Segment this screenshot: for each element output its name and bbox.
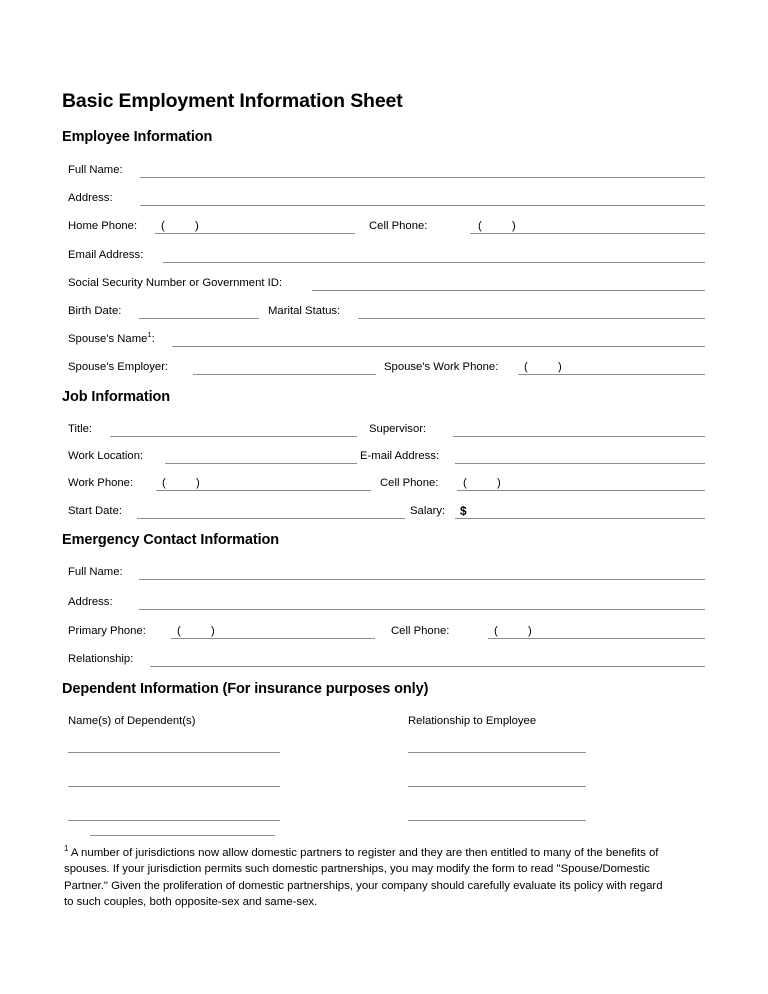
footnote	[64, 845, 674, 911]
footnote-text: A number of jurisdictions now allow domestic partners to register and they are then entitled to many of the benefits of spouses. If your jurisdiction permits such domestic partnerships, you may modify the form to read "Spouse/Domestic Partner." Given the proliferation of domestic partnerships, your company should carefully evaluate its policy with regard to such couples, both opposite-sex and same-sex.	[64, 847, 663, 909]
label-employee-ssn: Social Security Number or Government ID:	[68, 277, 283, 289]
page-title: Basic Employment Information Sheet	[62, 90, 403, 112]
column-header-dependent-names: Name(s) of Dependent(s)	[68, 715, 196, 727]
phone-paren-close-employee-home: )	[195, 220, 199, 232]
input-job-work-location[interactable]	[165, 463, 357, 464]
input-job-supervisor[interactable]	[453, 436, 705, 437]
input-employee-spouse-name[interactable]	[172, 346, 705, 347]
phone-paren-close-spouse-work: )	[558, 361, 562, 373]
label-job-start-date: Start Date:	[68, 505, 122, 517]
label-employee-cell-phone: Cell Phone:	[369, 220, 428, 232]
label-job-work-location: Work Location:	[68, 450, 144, 462]
section-heading-job-information: Job Information	[62, 389, 171, 405]
footnote-marker: 1	[64, 844, 69, 854]
phone-paren-close-job-cell: )	[497, 477, 501, 489]
label-employee-home-phone: Home Phone:	[68, 220, 138, 232]
phone-paren-open-employee-cell: (	[478, 220, 482, 232]
section-heading-emergency-contact-information: Emergency Contact Information	[62, 532, 280, 548]
input-dependent-relationship-2[interactable]	[408, 786, 586, 787]
input-employee-spouse-work-phone[interactable]	[518, 374, 705, 375]
input-job-start-date[interactable]	[137, 518, 405, 519]
section-heading-employee-information: Employee Information	[62, 129, 213, 145]
footnote-marker-spouse-name: 1	[147, 330, 152, 340]
input-emergency-address[interactable]	[139, 609, 705, 610]
input-dependent-name-4[interactable]	[90, 835, 275, 836]
input-employee-cell-phone[interactable]	[470, 233, 705, 234]
phone-paren-open-job-work: (	[162, 477, 166, 489]
label-employee-spouse-name-text: Spouse's Name	[68, 333, 148, 345]
label-job-supervisor: Supervisor:	[369, 423, 427, 435]
input-employee-birth-date[interactable]	[139, 318, 259, 319]
label-emergency-primary-phone: Primary Phone:	[68, 625, 146, 637]
label-emergency-address: Address:	[68, 596, 113, 608]
input-employee-marital-status[interactable]	[358, 318, 705, 319]
section-heading-dependent-information: Dependent Information (For insurance purposes only)	[62, 681, 429, 697]
label-employee-spouse-employer: Spouse's Employer:	[68, 361, 169, 373]
input-employee-ssn[interactable]	[312, 290, 705, 291]
label-employee-address: Address:	[68, 192, 113, 204]
column-header-dependent-relationship: Relationship to Employee	[408, 715, 537, 727]
phone-paren-close-emergency-primary: )	[211, 625, 215, 637]
input-employee-address[interactable]	[140, 205, 705, 206]
phone-paren-open-emergency-cell: (	[494, 625, 498, 637]
label-employee-spouse-work-phone: Spouse's Work Phone:	[384, 361, 499, 373]
phone-paren-open-employee-home: (	[161, 220, 165, 232]
input-emergency-cell-phone[interactable]	[488, 638, 705, 639]
label-job-salary: Salary:	[410, 505, 446, 517]
input-dependent-name-1[interactable]	[68, 752, 280, 753]
input-dependent-relationship-1[interactable]	[408, 752, 586, 753]
phone-paren-open-emergency-primary: (	[177, 625, 181, 637]
label-job-email-address: E-mail Address:	[360, 450, 440, 462]
input-emergency-full-name[interactable]	[139, 579, 705, 580]
input-employee-spouse-employer[interactable]	[193, 374, 376, 375]
phone-paren-close-employee-cell: )	[512, 220, 516, 232]
input-emergency-primary-phone[interactable]	[171, 638, 375, 639]
input-job-title[interactable]	[110, 436, 357, 437]
input-employee-home-phone[interactable]	[155, 233, 355, 234]
label-employee-marital-status: Marital Status:	[268, 305, 341, 317]
input-dependent-name-2[interactable]	[68, 786, 280, 787]
input-job-cell-phone[interactable]	[457, 490, 705, 491]
label-employee-spouse-name	[68, 329, 155, 349]
label-employee-birth-date: Birth Date:	[68, 305, 122, 317]
input-emergency-relationship[interactable]	[150, 666, 705, 667]
input-employee-full-name[interactable]	[140, 177, 705, 178]
input-job-email-address[interactable]	[455, 463, 705, 464]
label-emergency-cell-phone: Cell Phone:	[391, 625, 450, 637]
input-employee-email-address[interactable]	[163, 262, 705, 263]
phone-paren-close-job-work: )	[196, 477, 200, 489]
label-job-work-phone: Work Phone:	[68, 477, 134, 489]
phone-paren-close-emergency-cell: )	[528, 625, 532, 637]
label-employee-spouse-name-colon: :	[151, 333, 155, 345]
salary-currency-symbol: $	[460, 504, 467, 518]
input-dependent-name-3[interactable]	[68, 820, 280, 821]
input-job-work-phone[interactable]	[156, 490, 371, 491]
phone-paren-open-job-cell: (	[463, 477, 467, 489]
label-employee-email-address: Email Address:	[68, 249, 144, 261]
label-job-title: Title:	[68, 423, 93, 435]
label-employee-full-name: Full Name:	[68, 164, 123, 176]
label-emergency-full-name: Full Name:	[68, 566, 123, 578]
label-job-cell-phone: Cell Phone:	[380, 477, 439, 489]
label-emergency-relationship: Relationship:	[68, 653, 134, 665]
phone-paren-open-spouse-work: (	[524, 361, 528, 373]
input-job-salary[interactable]	[455, 518, 705, 519]
input-dependent-relationship-3[interactable]	[408, 820, 586, 821]
